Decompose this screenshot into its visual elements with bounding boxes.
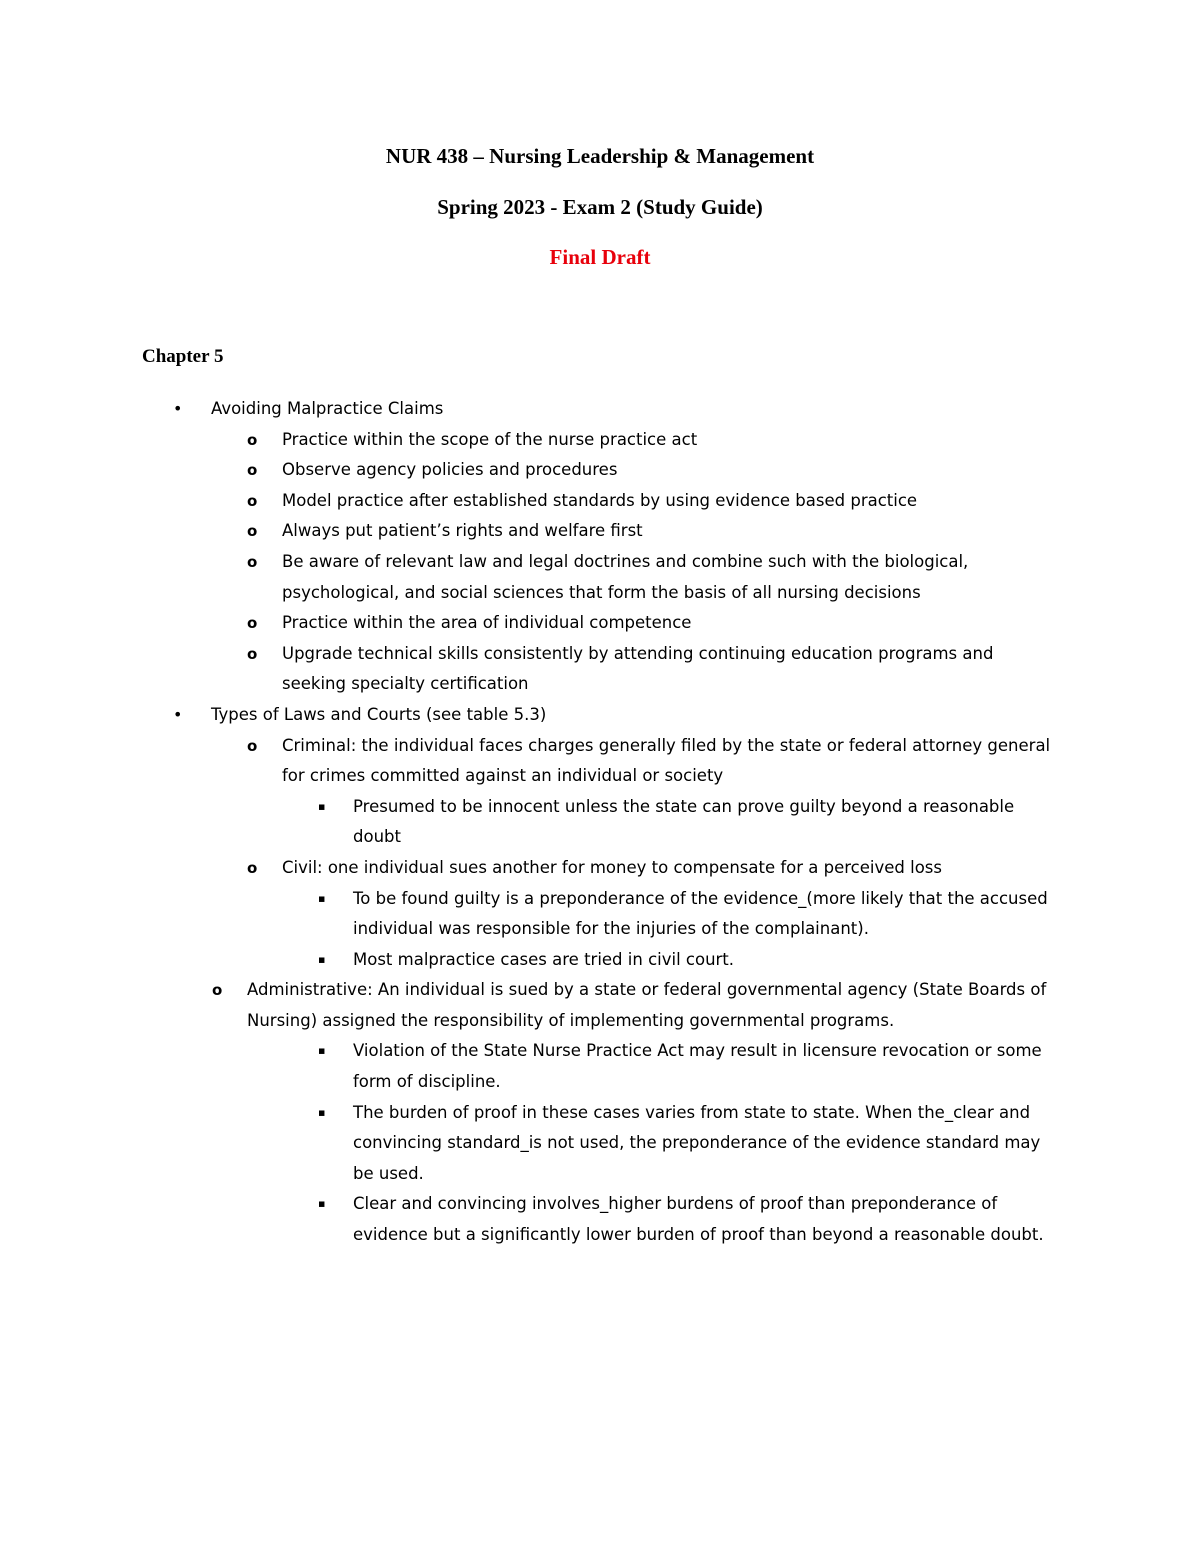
list-item-text: Clear and convincing involves_higher burdens of proof than preponderance of evidence but a significantly lower burden of proof than beyond a reasonable doubt. xyxy=(353,1194,1044,1245)
square-bullet-icon: ▪ xyxy=(318,799,326,813)
square-bullet-icon: ▪ xyxy=(318,1044,326,1058)
list-item xyxy=(0,853,1057,884)
circle-bullet-icon: o xyxy=(212,981,223,1000)
circle-bullet-icon: o xyxy=(247,461,258,480)
square-bullet-icon: ▪ xyxy=(318,952,326,966)
list-item-text: Most malpractice cases are tried in civil court. xyxy=(353,949,735,969)
bullet-icon: • xyxy=(173,399,183,418)
list-item xyxy=(0,700,1056,731)
list-item-text: Avoiding Malpractice Claims xyxy=(211,399,444,418)
list-item-text: Administrative: An individual is sued by a state or federal governmental agency (State Boards of Nursing) assigned the responsibility of implementing governmental programs. xyxy=(247,980,1047,1030)
square-bullet-icon: ▪ xyxy=(318,1197,326,1211)
list-item-text: Criminal: the individual faces charges generally filed by the state or federal attorney general for crimes committed against an individual or society xyxy=(282,735,1051,786)
list-item-text: Observe agency policies and procedures xyxy=(282,460,618,480)
list-item-text: Civil: one individual sues another for money to compensate for a perceived loss xyxy=(282,857,942,877)
bullet-icon: • xyxy=(173,704,183,724)
circle-bullet-icon: o xyxy=(247,858,258,877)
list-item xyxy=(0,1189,1053,1250)
list-item xyxy=(0,945,1053,976)
list-item-text: Violation of the State Nurse Practice Act may result in licensure revocation or some form of discipline. xyxy=(353,1041,1042,1092)
circle-bullet-icon: o xyxy=(247,522,258,541)
circle-bullet-icon: o xyxy=(247,552,258,571)
list-item-text: Practice within the area of individual competence xyxy=(282,613,692,633)
circle-bullet-icon: o xyxy=(247,430,258,449)
list-item xyxy=(0,455,1057,486)
chapter-heading: Chapter 5 xyxy=(142,346,224,367)
document-title: NUR 438 – Nursing Leadership & Management xyxy=(385,144,815,168)
list-item xyxy=(0,639,1057,700)
list-item-text: Practice within the scope of the nurse practice act xyxy=(282,429,698,449)
list-item xyxy=(0,516,1057,547)
circle-bullet-icon: o xyxy=(247,644,258,663)
list-item xyxy=(0,1098,1053,1190)
list-item xyxy=(0,1036,1053,1097)
list-item-text: Always put patient’s rights and welfare first xyxy=(282,521,643,541)
list-item xyxy=(0,486,1057,517)
list-item-text: Presumed to be innocent unless the state can prove guilty beyond a reasonable doubt xyxy=(353,796,1015,847)
list-item xyxy=(0,425,1057,456)
list-item xyxy=(0,608,1057,639)
list-item xyxy=(0,884,1053,945)
list-item-text: Be aware of relevant law and legal doctrines and combine such with the biological, psychological, and social sciences that form the basis of all nursing decisions xyxy=(282,551,969,602)
list-item-text: The burden of proof in these cases varies from state to state. When the_clear and convincing standard_is not used, the preponderance of the evidence standard may be used. xyxy=(353,1102,1041,1183)
square-bullet-icon: ▪ xyxy=(318,891,326,905)
list-item xyxy=(0,547,1057,608)
draft-status: Final Draft xyxy=(549,245,651,269)
document-subtitle: Spring 2023 - Exam 2 (Study Guide) xyxy=(437,195,763,219)
circle-bullet-icon: o xyxy=(247,736,258,755)
list-item-text: To be found guilty is a preponderance of the evidence_(more likely that the accused individual was responsible for the injuries of the complainant). xyxy=(353,888,1048,939)
list-item xyxy=(0,394,1056,425)
list-item xyxy=(0,731,1057,792)
outline-list xyxy=(0,394,1200,1251)
list-item xyxy=(0,792,1053,853)
list-item-text: Upgrade technical skills consistently by attending continuing education programs and seeking specialty certification xyxy=(282,643,994,694)
list-item-text: Model practice after established standards by using evidence based practice xyxy=(282,490,918,510)
circle-bullet-icon: o xyxy=(247,614,258,633)
square-bullet-icon: ▪ xyxy=(318,1105,326,1119)
list-item-text: Types of Laws and Courts (see table 5.3) xyxy=(211,704,547,724)
list-item xyxy=(0,975,1059,1036)
circle-bullet-icon: o xyxy=(247,491,258,510)
